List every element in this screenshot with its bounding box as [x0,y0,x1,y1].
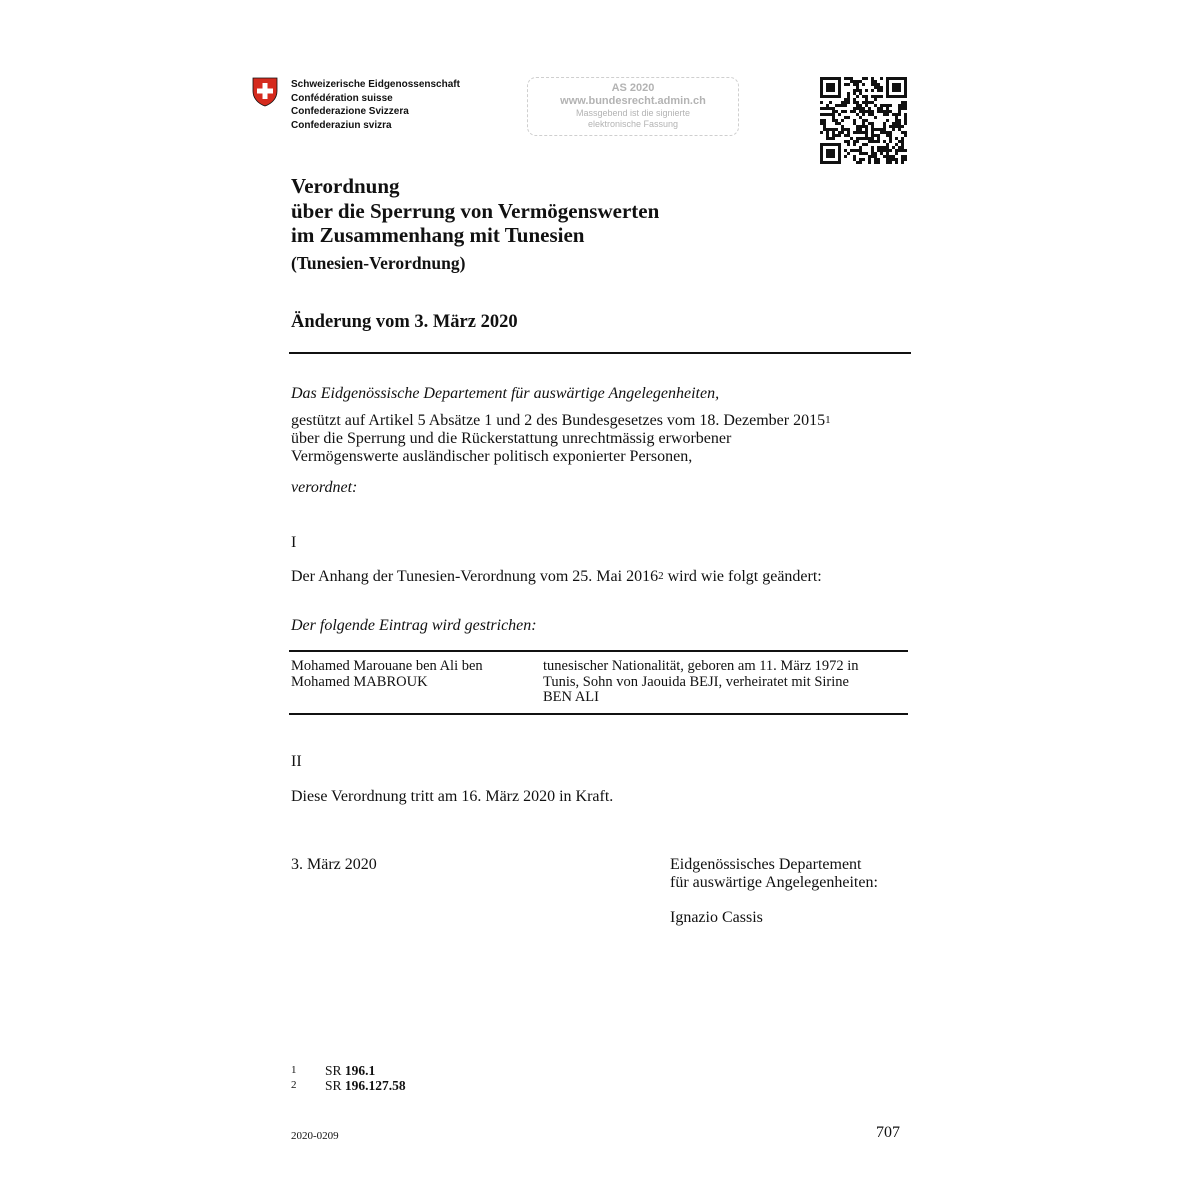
stamp-note-1: Massgebend ist die signierte [575,108,691,118]
stamp-url[interactable]: www.bundesrecht.admin.ch [560,95,706,107]
document-short-title: (Tunesien-Verordnung) [291,253,466,273]
stamp-collection: AS 2020 [611,82,655,94]
footnote-prefix: SR [325,1063,345,1078]
document-code: 2020-0209 [291,1130,339,1142]
removed-entry-heading: Der folgende Eintrag wird gestrichen: [291,617,537,634]
footnote-item [291,1078,406,1093]
description-line-3: BEN ALI [543,689,599,705]
title-line-1: Verordnung [291,174,400,198]
table-cell-name [291,659,526,690]
table-bottom-rule [289,713,908,715]
annex-change-text [291,568,822,586]
confederation-name-rm: Confederaziun svizra [291,119,392,131]
title-line-3: im Zusammenhang mit Tunesien [291,223,585,247]
annex-text-part-2: wird wie folgt geändert: [663,568,822,585]
title-divider [289,352,911,354]
signing-department-line-2: für auswärtige Angelegenheiten: [670,874,878,891]
issuing-department: Das Eidgenössische Departement für auswärtige Angelegenheiten, [291,385,720,402]
annex-text-part-1: Der Anhang der Tunesien-Verordnung vom 25. Mai 2016 [291,568,659,585]
section-numeral-1: I [291,534,297,551]
footnote-item [291,1063,406,1078]
swiss-cross-logo-icon [252,77,278,107]
footnote-reference[interactable]: 196.127.58 [344,1078,406,1093]
confederation-names [291,78,460,132]
description-line-1: tunesischer Nationalität, geboren am 11. März 1972 in [543,658,859,674]
table-top-rule [289,650,908,652]
confederation-name-fr: Confédération suisse [291,92,393,104]
description-line-2: Tunis, Sohn von Jaouida BEJI, verheiratet mit Sirine [543,673,849,690]
footnote-reference[interactable]: 196.1 [344,1063,376,1078]
footnote-ref-2[interactable]: 2 [658,570,664,582]
legal-basis-line-3: Vermögenswerte ausländischer politisch exponierter Personen, [291,448,693,465]
official-publication-stamp [527,77,739,136]
title-line-2: über die Sperrung von Vermögenswerten [291,198,660,223]
footnote-number: 1 [291,1064,297,1076]
footnotes [291,1063,406,1093]
signatory-name: Ignazio Cassis [670,909,763,926]
amendment-date: Änderung vom 3. März 2020 [291,312,518,332]
legal-basis [291,412,913,466]
signing-department-line-1: Eidgenössisches Departement [670,856,862,873]
page-number: 707 [876,1124,900,1141]
legal-basis-line-2: über die Sperrung und die Rückerstattung unrechtmässig erworbener [291,430,732,447]
stamp-note-2: elektronische Fassung [587,119,679,129]
confederation-name-it: Confederazione Svizzera [291,106,409,117]
footnote-ref-1[interactable]: 1 [825,414,831,426]
name-line-2: Mohamed MABROUK [291,673,428,690]
name-line-1: Mohamed Marouane ben Ali ben [291,658,483,674]
entry-into-force-text: Diese Verordnung tritt am 16. März 2020 in Kraft. [291,788,614,805]
signature-date: 3. März 2020 [291,856,377,873]
table-cell-description [543,659,908,706]
qr-code-icon [820,77,907,164]
signing-department [670,856,878,892]
section-numeral-2: II [291,753,302,770]
confederation-name-de: Schweizerische Eidgenossenschaft [291,79,460,90]
legal-basis-line-1: gestützt auf Artikel 5 Absätze 1 und 2 des Bundesgesetzes vom 18. Dezember 2015 [291,412,826,429]
footnote-number: 2 [291,1079,297,1091]
document-title [291,174,659,248]
footnote-prefix: SR [325,1078,345,1093]
decrees-text: verordnet: [291,479,358,496]
